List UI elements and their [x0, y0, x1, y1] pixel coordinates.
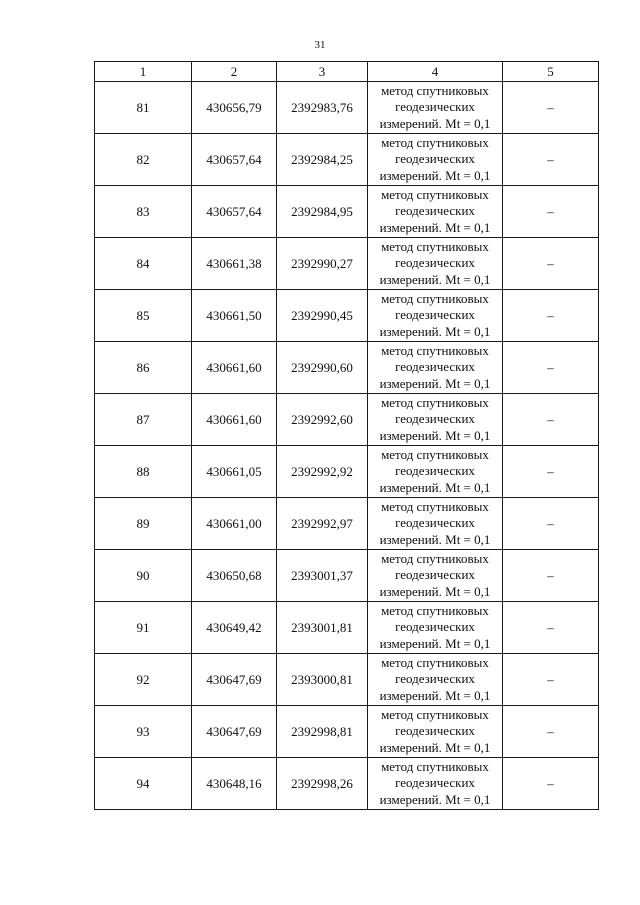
- method-line: метод спутниковых: [381, 82, 489, 98]
- method-line: измерений. Mt = 0,1: [379, 791, 491, 807]
- method-line: измерений. Mt = 0,1: [379, 115, 491, 131]
- table-row: [95, 290, 599, 342]
- method-line: метод спутниковых: [381, 706, 489, 722]
- table-row: [95, 134, 599, 186]
- point-number-cell: 89: [95, 498, 192, 550]
- method-cell: [368, 82, 503, 134]
- y-coordinate-cell: 2392998,26: [277, 758, 368, 810]
- method-line: метод спутниковых: [381, 290, 489, 306]
- x-coordinate-cell: 430661,00: [192, 498, 277, 550]
- y-coordinate-cell: 2393001,37: [277, 550, 368, 602]
- y-coordinate-cell: 2392990,45: [277, 290, 368, 342]
- table-row: [95, 602, 599, 654]
- note-cell: –: [503, 186, 599, 238]
- method-line: геодезических: [395, 151, 475, 167]
- point-number-cell: 90: [95, 550, 192, 602]
- method-line: геодезических: [395, 463, 475, 479]
- method-line: геодезических: [395, 99, 475, 115]
- column-header-4: 4: [368, 62, 503, 82]
- method-cell: [368, 238, 503, 290]
- point-number-cell: 84: [95, 238, 192, 290]
- method-line: измерений. Mt = 0,1: [379, 271, 491, 287]
- method-line: геодезических: [395, 775, 475, 791]
- method-cell: [368, 446, 503, 498]
- method-cell: [368, 550, 503, 602]
- x-coordinate-cell: 430661,60: [192, 394, 277, 446]
- method-line: метод спутниковых: [381, 186, 489, 202]
- method-line: геодезических: [395, 359, 475, 375]
- point-number-cell: 88: [95, 446, 192, 498]
- y-coordinate-cell: 2392983,76: [277, 82, 368, 134]
- note-cell: –: [503, 654, 599, 706]
- coordinates-table: [94, 61, 599, 810]
- point-number-cell: 93: [95, 706, 192, 758]
- x-coordinate-cell: 430661,50: [192, 290, 277, 342]
- y-coordinate-cell: 2392992,97: [277, 498, 368, 550]
- method-line: геодезических: [395, 411, 475, 427]
- table-row: [95, 706, 599, 758]
- method-cell: [368, 342, 503, 394]
- note-cell: –: [503, 134, 599, 186]
- method-cell: [368, 186, 503, 238]
- x-coordinate-cell: 430657,64: [192, 186, 277, 238]
- method-line: геодезических: [395, 671, 475, 687]
- method-line: измерений. Mt = 0,1: [379, 427, 491, 443]
- y-coordinate-cell: 2392992,92: [277, 446, 368, 498]
- table-row: [95, 550, 599, 602]
- point-number-cell: 94: [95, 758, 192, 810]
- column-header-1: 1: [95, 62, 192, 82]
- method-line: измерений. Mt = 0,1: [379, 531, 491, 547]
- table-header-row: [95, 62, 599, 82]
- note-cell: –: [503, 602, 599, 654]
- method-line: измерений. Mt = 0,1: [379, 635, 491, 651]
- method-line: измерений. Mt = 0,1: [379, 583, 491, 599]
- table-row: [95, 498, 599, 550]
- x-coordinate-cell: 430647,69: [192, 654, 277, 706]
- column-header-2: 2: [192, 62, 277, 82]
- method-cell: [368, 134, 503, 186]
- method-line: измерений. Mt = 0,1: [379, 375, 491, 391]
- x-coordinate-cell: 430661,05: [192, 446, 277, 498]
- x-coordinate-cell: 430650,68: [192, 550, 277, 602]
- method-line: измерений. Mt = 0,1: [379, 739, 491, 755]
- x-coordinate-cell: 430647,69: [192, 706, 277, 758]
- x-coordinate-cell: 430661,60: [192, 342, 277, 394]
- table-row: [95, 238, 599, 290]
- method-line: измерений. Mt = 0,1: [379, 323, 491, 339]
- method-line: метод спутниковых: [381, 134, 489, 150]
- x-coordinate-cell: 430648,16: [192, 758, 277, 810]
- method-line: измерений. Mt = 0,1: [379, 167, 491, 183]
- method-line: геодезических: [395, 515, 475, 531]
- point-number-cell: 85: [95, 290, 192, 342]
- point-number-cell: 92: [95, 654, 192, 706]
- note-cell: –: [503, 82, 599, 134]
- note-cell: –: [503, 446, 599, 498]
- note-cell: –: [503, 550, 599, 602]
- x-coordinate-cell: 430657,64: [192, 134, 277, 186]
- note-cell: –: [503, 394, 599, 446]
- method-line: метод спутниковых: [381, 654, 489, 670]
- method-line: метод спутниковых: [381, 342, 489, 358]
- table-row: [95, 446, 599, 498]
- point-number-cell: 83: [95, 186, 192, 238]
- method-cell: [368, 290, 503, 342]
- method-line: метод спутниковых: [381, 498, 489, 514]
- point-number-cell: 82: [95, 134, 192, 186]
- page-number: 31: [314, 39, 326, 51]
- y-coordinate-cell: 2392990,60: [277, 342, 368, 394]
- method-line: метод спутниковых: [381, 550, 489, 566]
- note-cell: –: [503, 342, 599, 394]
- table-row: [95, 394, 599, 446]
- y-coordinate-cell: 2392984,25: [277, 134, 368, 186]
- method-cell: [368, 758, 503, 810]
- method-line: метод спутниковых: [381, 394, 489, 410]
- y-coordinate-cell: 2393001,81: [277, 602, 368, 654]
- y-coordinate-cell: 2392990,27: [277, 238, 368, 290]
- table-body: [95, 82, 599, 810]
- note-cell: –: [503, 758, 599, 810]
- point-number-cell: 81: [95, 82, 192, 134]
- method-cell: [368, 498, 503, 550]
- point-number-cell: 91: [95, 602, 192, 654]
- method-line: измерений. Mt = 0,1: [379, 687, 491, 703]
- x-coordinate-cell: 430661,38: [192, 238, 277, 290]
- note-cell: –: [503, 706, 599, 758]
- y-coordinate-cell: 2392998,81: [277, 706, 368, 758]
- table-row: [95, 758, 599, 810]
- method-line: измерений. Mt = 0,1: [379, 219, 491, 235]
- method-line: геодезических: [395, 203, 475, 219]
- method-line: метод спутниковых: [381, 758, 489, 774]
- table-row: [95, 342, 599, 394]
- method-line: геодезических: [395, 723, 475, 739]
- method-line: геодезических: [395, 307, 475, 323]
- method-line: геодезических: [395, 567, 475, 583]
- method-line: геодезических: [395, 255, 475, 271]
- table-row: [95, 186, 599, 238]
- point-number-cell: 87: [95, 394, 192, 446]
- method-line: метод спутниковых: [381, 238, 489, 254]
- note-cell: –: [503, 290, 599, 342]
- method-cell: [368, 654, 503, 706]
- y-coordinate-cell: 2392984,95: [277, 186, 368, 238]
- note-cell: –: [503, 238, 599, 290]
- note-cell: –: [503, 498, 599, 550]
- method-line: метод спутниковых: [381, 446, 489, 462]
- point-number-cell: 86: [95, 342, 192, 394]
- table-row: [95, 654, 599, 706]
- x-coordinate-cell: 430656,79: [192, 82, 277, 134]
- column-header-3: 3: [277, 62, 368, 82]
- column-header-5: 5: [503, 62, 599, 82]
- y-coordinate-cell: 2393000,81: [277, 654, 368, 706]
- table-row: [95, 82, 599, 134]
- method-cell: [368, 394, 503, 446]
- x-coordinate-cell: 430649,42: [192, 602, 277, 654]
- method-line: геодезических: [395, 619, 475, 635]
- method-cell: [368, 602, 503, 654]
- method-line: измерений. Mt = 0,1: [379, 479, 491, 495]
- method-cell: [368, 706, 503, 758]
- method-line: метод спутниковых: [381, 602, 489, 618]
- y-coordinate-cell: 2392992,60: [277, 394, 368, 446]
